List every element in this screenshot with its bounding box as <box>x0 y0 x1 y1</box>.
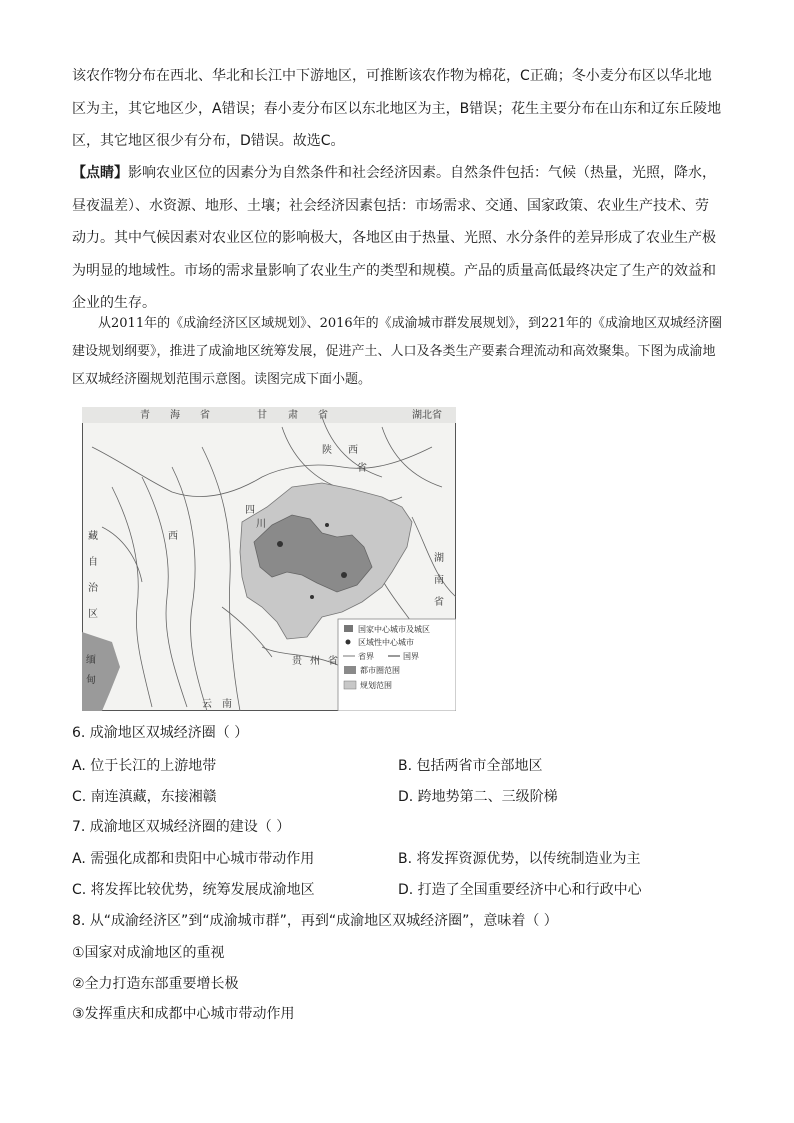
tip-label: 【点睛】 <box>72 165 128 181</box>
legend-metro: 都市圈范围 <box>360 666 400 675</box>
q7-stem: 7. 成渝地区双城经济圈的建设（ ） <box>72 819 291 835</box>
legend-regional-center-dot <box>346 640 351 645</box>
chengyu-map <box>82 407 456 711</box>
legend-boundary: 省界 <box>358 652 374 661</box>
regional-city-marker <box>310 595 314 599</box>
legend-metro-swatch <box>344 666 356 674</box>
map-label: 湖 <box>434 553 444 564</box>
legend-national-border: 国界 <box>403 652 419 661</box>
q7-option-b[interactable]: B. 将发挥资源优势，以传统制造业为主 <box>398 851 641 867</box>
q6-option-d[interactable]: D. 跨地势第二、三级阶梯 <box>398 789 558 805</box>
map-label: 藏 <box>88 531 98 542</box>
q7-option-d[interactable]: D. 打造了全国重要经济中心和行政中心 <box>398 882 642 898</box>
map-label: 四 <box>245 505 255 516</box>
map-label: 青 <box>140 410 150 421</box>
q6-stem: 6. 成渝地区双城经济圈（ ） <box>72 725 249 741</box>
q7-option-c[interactable]: C. 将发挥比较优势，统筹发展成渝地区 <box>72 882 315 898</box>
legend-plan-swatch <box>344 681 356 689</box>
legend-plan: 规划范围 <box>360 681 392 690</box>
map-legend <box>338 619 456 711</box>
map-label: 省 <box>318 410 328 421</box>
map-label: 治 <box>88 583 98 594</box>
legend-national-center: 国家中心城市及城区 <box>358 625 430 634</box>
legend-national-center-swatch <box>344 625 353 632</box>
q8-statement-2: ②全力打造东部重要增长极 <box>72 976 239 992</box>
map-label: 甘 <box>257 410 267 421</box>
regional-city-marker <box>325 523 329 527</box>
map-label: 省 <box>434 597 444 608</box>
map-label: 湖北省 <box>412 410 442 421</box>
q8-stem: 8. 从“成渝经济区”到“成渝城市群”，再到“成渝地区双城经济圈”，意味着（ ） <box>72 913 558 929</box>
question-intro-text: 从2011年的《成渝经济区区域规划》、2016年的《成渝城市群发展规划》，到221年的《成渝地区双城经济圈建设规划纲要》，推进了成渝地区统筹发展，促进产土、人口及各类生产要素合理流动和高效聚集。下图为成渝地区双城经济圈规划范围示意图。读图完成下面小题。 <box>72 316 722 387</box>
map-label: 西 <box>168 531 178 542</box>
map-label: 贵 <box>292 656 302 667</box>
q6-option-c[interactable]: C. 南连滇藏，东接湘赣 <box>72 789 217 805</box>
map-label: 陕 <box>322 445 332 456</box>
map-label: 西 <box>348 445 358 456</box>
question-intro <box>72 310 722 394</box>
map-label: 南 <box>222 699 232 710</box>
map-label: 自 <box>88 557 98 568</box>
chengdu-marker <box>277 541 283 547</box>
q8-statement-1: ①国家对成渝地区的重视 <box>72 945 225 961</box>
map-label: 南 <box>434 575 444 586</box>
map-label: 甸 <box>86 675 96 686</box>
map-label: 省 <box>357 463 367 474</box>
q6-option-b[interactable]: B. 包括两省市全部地区 <box>398 758 543 774</box>
map-label: 肃 <box>288 410 298 421</box>
tip-text: 影响农业区位的因素分为自然条件和社会经济因素。自然条件包括：气候（热量，光照，降水，昼夜温差）、水资源、地形、土壤；社会经济因素包括：市场需求、交通、国家政策、农业生产技术、劳动力。其中气候因素对农业区位的影响极大，各地区由于热量、光照、水分条件的差异形成了农业生产极为明显的地域性。市场的需求量影响了农业生产的类型和规模。产品的质量高低最终决定了生产的效益和企业的生存。 <box>72 165 716 311</box>
map-label: 省 <box>200 410 210 421</box>
legend-regional-center: 区域性中心城市 <box>358 638 414 647</box>
tip-paragraph <box>72 157 722 320</box>
map-label: 州 <box>310 656 320 667</box>
map-label: 云 <box>202 699 212 710</box>
chongqing-marker <box>341 572 347 578</box>
map-label: 缅 <box>86 655 96 666</box>
map-top-strip <box>82 407 456 423</box>
map-label: 省 <box>328 656 338 667</box>
answer-explanation: 该农作物分布在西北、华北和长江中下游地区，可推断该农作物为棉花，C正确；冬小麦分布区以华北地区为主，其它地区少，A错误；春小麦分布区以东北地区为主，B错误；花生主要分布在山东和辽东丘陵地区，其它地区很少有分布，D错误。故选C。 <box>72 68 722 149</box>
q6-option-a[interactable]: A. 位于长江的上游地带 <box>72 758 217 774</box>
map-label: 川 <box>256 519 266 530</box>
map-label: 区 <box>88 609 98 620</box>
map-label: 海 <box>170 410 180 421</box>
q7-option-a[interactable]: A. 需强化成都和贵阳中心城市带动作用 <box>72 851 315 867</box>
q8-statement-3: ③发挥重庆和成都中心城市带动作用 <box>72 1006 295 1022</box>
